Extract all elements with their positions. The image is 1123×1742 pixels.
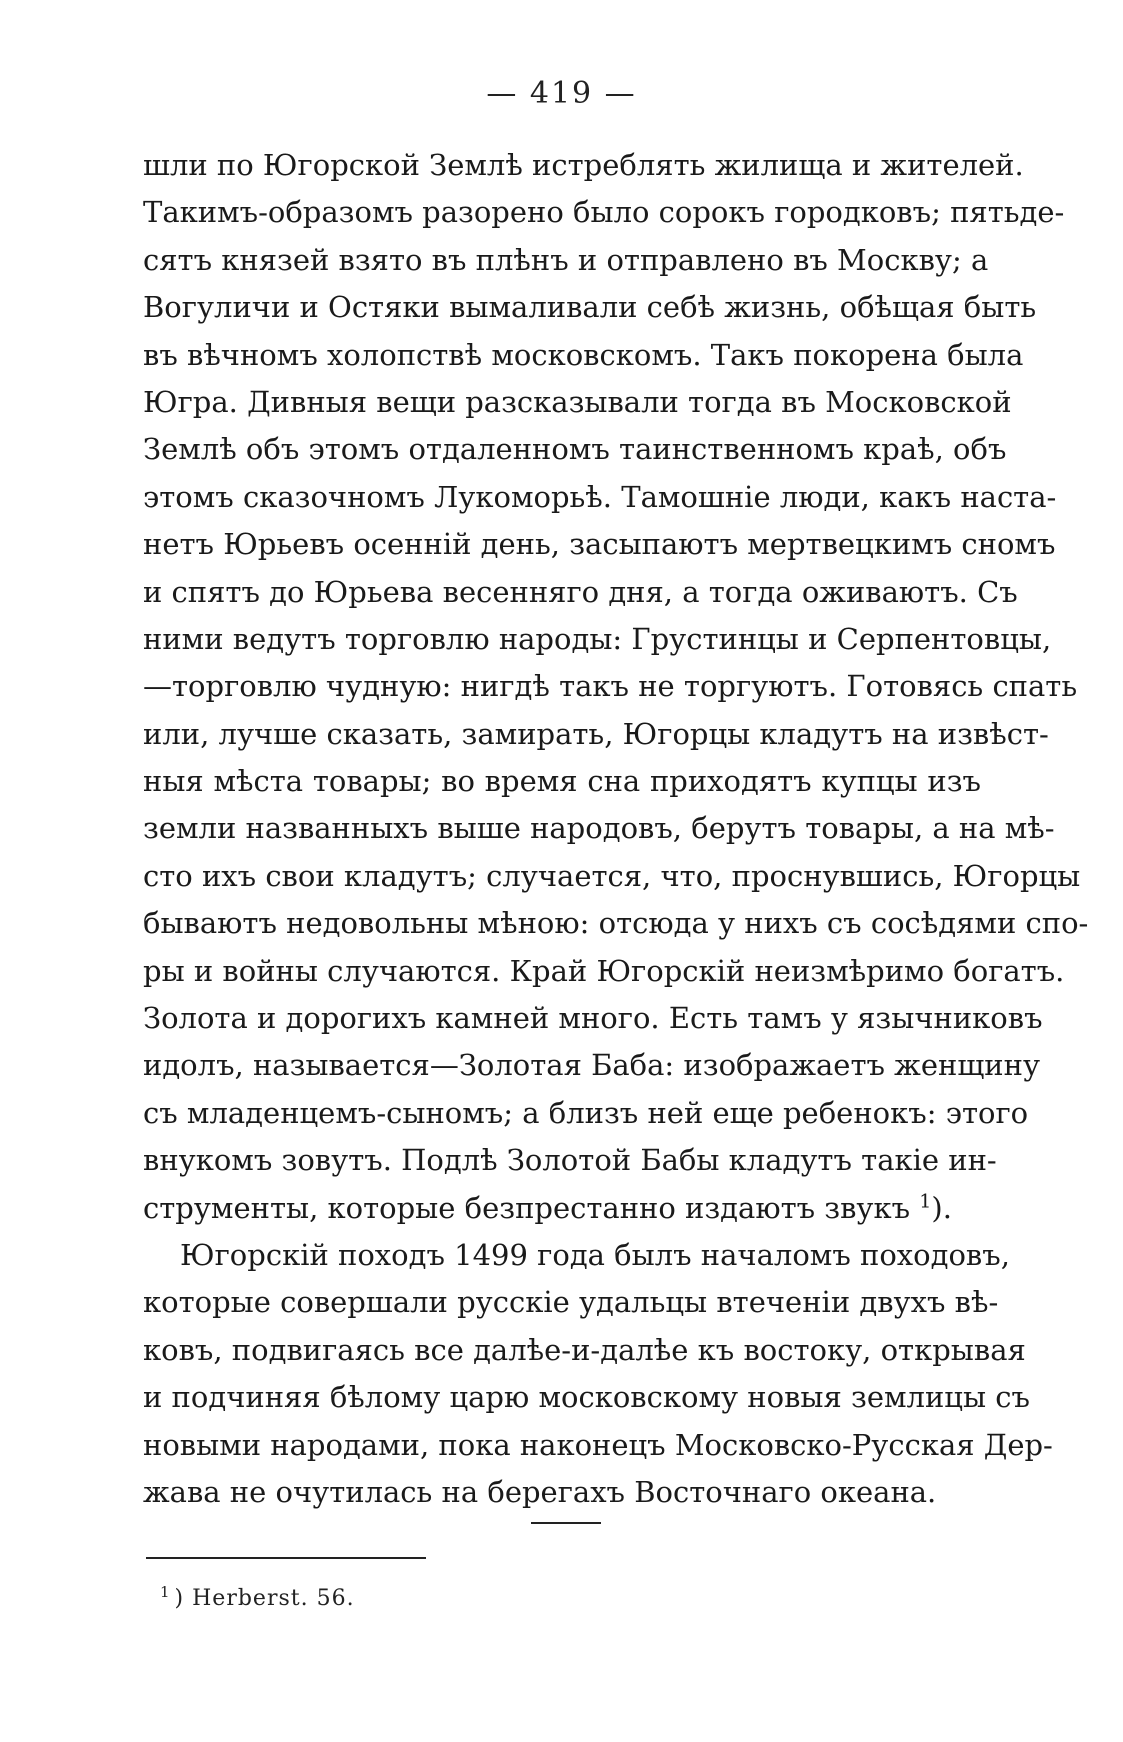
text-line-content: внукомъ зовутъ. Подлѣ Золотой Бабы кладутъ такіе ин- [143, 1143, 997, 1178]
text-line-content: Югра. Дивныя вещи разсказывали тогда въ Московской [143, 384, 1012, 419]
text-line [143, 1090, 1029, 1137]
text-line-content: ними ведутъ торговлю народы: Грустинцы и Серпентовцы, [143, 621, 1052, 656]
footnote [160, 1582, 355, 1611]
text-line [143, 663, 1078, 710]
text-line [143, 948, 1065, 995]
text-line [143, 332, 1024, 379]
text-line-content: нетъ Юрьевъ осенній день, засыпаютъ мертвецкимъ сномъ [143, 527, 1056, 562]
text-line-content: въ вѣчномъ холопствѣ московскомъ. Такъ покорена была [143, 337, 1024, 372]
text-line [143, 142, 1024, 189]
footnote-text: ) Herberst. 56. [174, 1586, 355, 1611]
section-divider [531, 1522, 601, 1524]
text-line-content: этомъ сказочномъ Лукоморьѣ. Тамошніе люди, какъ наста- [143, 479, 1057, 514]
text-line [143, 237, 989, 284]
footnote-reference-close: ). [931, 1190, 952, 1225]
text-line-content: шли по Югорской Землѣ истреблять жилища и жителей. [143, 148, 1024, 182]
text-line-content: —торговлю чудную: нигдѣ такъ не торгуютъ. Готовясь спать [143, 669, 1078, 704]
text-line-content: бываютъ недовольны мѣною: отсюда у нихъ съ сосѣдями спо- [143, 906, 1089, 941]
text-line-content: Золота и дорогихъ камней много. Есть тамъ у язычниковъ [143, 1001, 1043, 1036]
text-line [143, 1232, 1010, 1279]
text-line-content: идолъ, называется—Золотая Баба: изображаетъ женщину [143, 1048, 1041, 1083]
text-line [143, 758, 981, 805]
text-line-content: Такимъ-образомъ разорено было сорокъ городковъ; пятьде- [143, 195, 1065, 230]
text-line [143, 711, 1049, 758]
text-line-content: ковъ, подвигаясь все далѣе-и-далѣе къ востоку, открывая [143, 1332, 1026, 1367]
footnote-reference: 1 [919, 1189, 932, 1212]
text-line [143, 1469, 981, 1516]
text-line [143, 1279, 999, 1326]
footnote-rule [146, 1557, 426, 1559]
text-line [143, 853, 1081, 900]
text-line-content: сятъ князей взято въ плѣнъ и отправлено въ Москву; а [143, 242, 989, 277]
text-line [143, 1042, 1041, 1089]
text-line [143, 616, 1052, 663]
text-line [143, 521, 1056, 568]
text-line-content: Вогуличи и Остяки вымаливали себѣ жизнь, обѣщая быть [143, 290, 1037, 325]
text-line-content: земли названныхъ выше народовъ, берутъ товары, а на мѣ- [143, 811, 1055, 846]
text-line-content: сто ихъ свои кладутъ; случается, что, проснувшись, Югорцы [143, 858, 1081, 893]
text-line-content: струменты, которые безпрестанно издаютъ звукъ [143, 1190, 911, 1225]
text-line-content: и подчиняя бѣлому царю московскому новыя землицы съ [143, 1380, 1030, 1415]
text-line-content: Югорскій походъ 1499 года былъ началомъ походовъ, [180, 1237, 1010, 1272]
text-line-content: ры и войны случаются. Край Югорскій неизмѣримо богатъ. [143, 953, 1065, 988]
text-line [143, 1422, 1053, 1469]
text-line-content: съ младенцемъ-сыномъ; а близъ ней еще ребенокъ: этого [143, 1095, 1029, 1130]
text-line [143, 1185, 981, 1232]
text-line [143, 995, 1043, 1042]
text-line-content: жава не очутилась на берегахъ Восточнаго океана. [143, 1474, 937, 1509]
text-line [143, 805, 1055, 852]
text-line-content: Землѣ объ этомъ отдаленномъ таинственномъ краѣ, объ [143, 432, 1007, 467]
text-line [143, 284, 1037, 331]
text-line [143, 1374, 1030, 1421]
text-line [143, 189, 1065, 236]
text-line-content: и спятъ до Юрьева весенняго дня, а тогда оживаютъ. Съ [143, 574, 1018, 609]
text-line [143, 569, 1018, 616]
text-line-content: новыми народами, пока наконецъ Московско-Русская Дер- [143, 1427, 1053, 1462]
text-line [143, 426, 1007, 473]
text-line [143, 379, 1012, 426]
text-line [143, 900, 1089, 947]
text-line [143, 1137, 997, 1184]
page-number: — 419 — [486, 76, 637, 111]
text-line-content: или, лучше сказать, замирать, Югорцы кладутъ на извѣст- [143, 716, 1049, 751]
text-line [143, 474, 1057, 521]
body-text [143, 142, 1089, 1516]
text-line [143, 1327, 1026, 1374]
text-line-content: ныя мѣста товары; во время сна приходятъ купцы изъ [143, 764, 981, 799]
footnote-mark: 1 [160, 1582, 171, 1601]
text-line-content: которые совершали русскіе удальцы втеченіи двухъ вѣ- [143, 1285, 999, 1320]
